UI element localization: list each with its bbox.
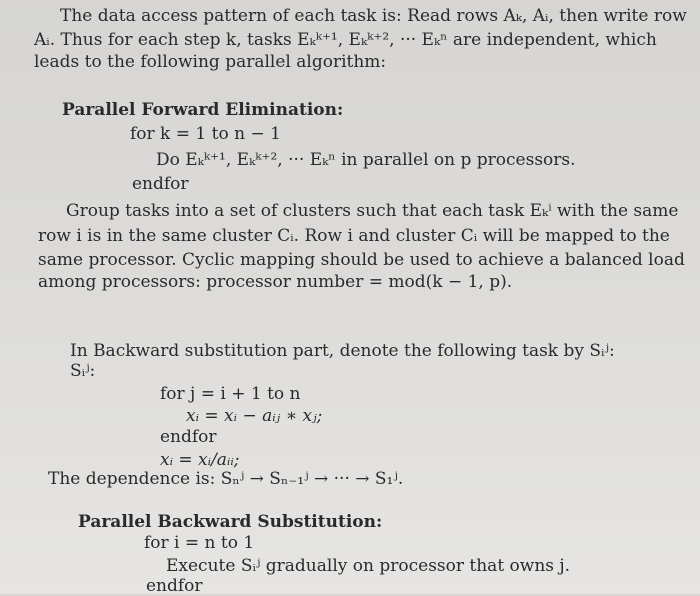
task-label: Sᵢʲ: [70, 361, 96, 381]
backward-endfor: endfor [146, 576, 203, 596]
forward-body: Do Eₖᵏ⁺¹, Eₖᵏ⁺², ··· Eₖⁿ in parallel on p processors. [156, 150, 576, 170]
forward-heading: Parallel Forward Elimination: [62, 100, 344, 120]
backward-loop: for i = n to 1 [144, 533, 255, 553]
text-line: The data access pattern of each task is: Read rows Aₖ, Aᵢ, then write row [60, 6, 687, 26]
task-statement: xᵢ = xᵢ − aᵢⱼ ∗ xⱼ; [186, 406, 323, 426]
task-loop: for j = i + 1 to n [160, 384, 301, 404]
text-line: In Backward substitution part, denote the following task by Sᵢʲ: [70, 341, 615, 361]
backward-body: Execute Sᵢʲ gradually on processor that owns j. [166, 556, 571, 576]
text-line: leads to the following parallel algorithm: [34, 52, 387, 72]
backward-heading: Parallel Backward Substitution: [78, 512, 383, 532]
forward-loop: for k = 1 to n − 1 [130, 124, 281, 144]
dependence-line: The dependence is: Sₙʲ → Sₙ₋₁ʲ → ··· → S₁ʲ. [48, 469, 404, 489]
text-line: among processors: processor number = mod(k − 1, p). [38, 272, 513, 292]
text-line: Aᵢ. Thus for each step k, tasks Eₖᵏ⁺¹, Eₖᵏ⁺², ··· Eₖⁿ are independent, which [34, 30, 657, 50]
text-line: row i is in the same cluster Cᵢ. Row i and cluster Cᵢ will be mapped to the [38, 226, 670, 246]
text-line: Group tasks into a set of clusters such that each task Eₖⁱ with the same [66, 201, 679, 221]
task-final: xᵢ = xᵢ/aᵢᵢ; [160, 450, 240, 470]
text-line: same processor. Cyclic mapping should be used to achieve a balanced load [38, 250, 685, 270]
task-endfor: endfor [160, 427, 217, 447]
forward-endfor: endfor [132, 174, 189, 194]
